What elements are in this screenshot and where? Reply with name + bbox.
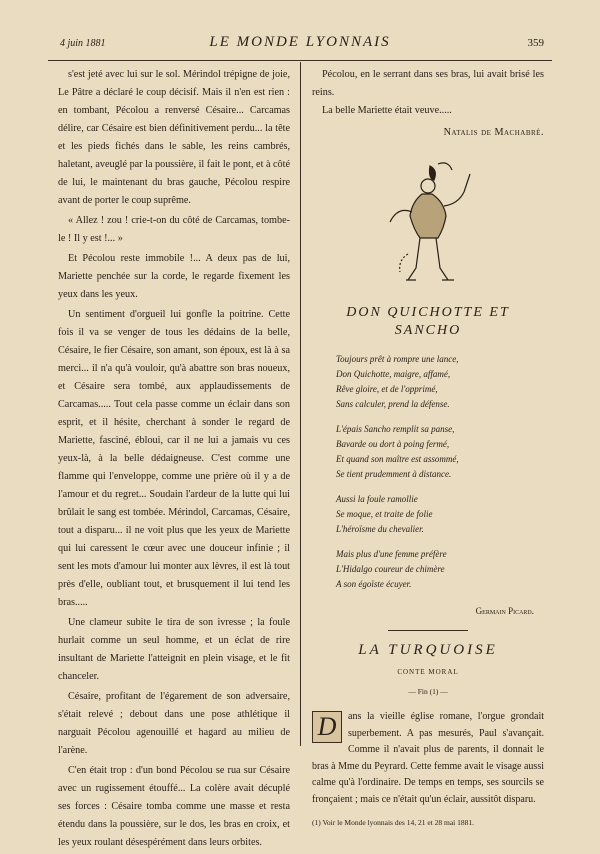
- page-header: [48, 34, 552, 54]
- stanza: [336, 492, 544, 537]
- header-date: 4 juin 1881: [60, 38, 106, 49]
- paragraph: Un sentiment d'orgueil lui gonfle la poitrine. Cette fois il va se venger de tous les dédains de la belle, Césaire, le fier Césaire, son amant, son époux, est là à sa merci... il n'a qu'à vouloir, qu'à abattre son bras noueux, et Césaire sera tombé, aux applaudissements de Carcamas..... Tout cela passe comme un éclair dans son esprit, et il hésite, cherchant à sonder le regard de Mariette, fasciné, ébloui, car il ne lui a jamais vu ces yeux-là, à la belle dédaigneuse. C'est comme une flamme qui l'enveloppe, comme une prière où il y a de l'amour et du regret... Soudain l'ardeur de la lutte qui lui brûlait le sang est tombée. Mérindol, Carcamas, Césaire, tout a disparu... il ne voit plus que les yeux de Mariette qui lui caressent le cœur avec une douceur infinie ; il sent les mots d'amour lui monter aux lèvres, il est là tout près d'elle, oubliant tout, et brusquement il lui tend les bras.....: [58, 309, 290, 608]
- verse-line: A son égoïste écuyer.: [336, 579, 412, 589]
- don-quixote-illustration: [368, 158, 488, 298]
- verse-line: Sans calculer, prend la défense.: [336, 399, 450, 409]
- column-divider: [300, 62, 301, 746]
- header-title: LE MONDE LYONNAIS: [209, 34, 391, 50]
- author-signature: Natalis de Machabré.: [443, 127, 544, 138]
- left-column: [58, 66, 290, 854]
- poem-signature: Germain Picard.: [475, 606, 534, 616]
- story-text: ans la vieille église romane, l'orgue grondait superbement. A pas mesurés, Paul s'avançait. Comme il n'avait plus de parents, il donnait le bras à Mme du Peyrard. Cette femme avait le visage aussi calme qu'à l'ordinaire. De temps en temps, ses sourcils se fronçaient ; mais ce n'était qu'un éclair, aussitôt disparu.: [312, 711, 544, 805]
- verse-line: Mais plus d'une femme préfère: [336, 549, 447, 559]
- verse-line: Se moque, et traite de folie: [336, 509, 433, 519]
- header-rule: [48, 60, 552, 61]
- knight-figure-icon: [368, 158, 488, 298]
- verse-line: L'héroïsme du chevalier.: [336, 524, 424, 534]
- stanza: [336, 352, 544, 412]
- verse-line: L'épais Sancho remplit sa panse,: [336, 424, 455, 434]
- verse-line: L'Hidalgo coureur de chimère: [336, 564, 445, 574]
- sonnet: [336, 352, 544, 592]
- stanza: [336, 547, 544, 592]
- paragraph: Césaire, profitant de l'égarement de son adversaire, s'était relevé ; debout dans une pose athlétique il narguait Pécolou agenouillé et hagard au milieu de l'arène.: [58, 691, 290, 756]
- footnote: (1) Voir le Monde lyonnais des 14, 21 et 28 mai 1881.: [312, 818, 474, 827]
- paragraph: Pécolou, en le serrant dans ses bras, lui avait brisé les reins.: [312, 69, 544, 98]
- paragraph: C'en était trop : d'un bond Pécolou se rua sur Césaire avec un rugissement étouffé... La colère avait décuplé ses forces : Césaire tomba comme une masse et resta étendu dans la poussière, sur le dos, les bras en croix, et les yeux roulant désespérément dans leurs orbites.: [58, 765, 290, 848]
- right-column: [312, 66, 544, 832]
- story-title: LA TURQUOISE: [358, 642, 498, 658]
- poem-title: DON QUICHOTTE ET SANCHO: [346, 305, 510, 338]
- story-subtitle: CONTE MORAL: [397, 668, 459, 676]
- paragraph: Et Pécolou reste immobile !... A deux pas de lui, Mariette penchée sur la corde, le regarde fixement les yeux dans les yeux.: [58, 253, 290, 300]
- story-body: [312, 709, 544, 808]
- paragraph: « Allez ! zou ! crie-t-on du côté de Carcamas, tombe-le ! Il y est !... »: [58, 215, 290, 244]
- section-divider: [388, 630, 468, 631]
- paragraph: s'est jeté avec lui sur le sol. Mérindol trépigne de joie, Le Pâtre a déclaré le coup décisif. Mais il n'en est rien : en tombant, Pécolou a renversé Césaire... Carcamas délire, car Césaire est bien définitivement perdu... la tête et les pieds fichés dans le sable, les reins cambrés, haletant, aveuglé par la poussière, il fait le pont, et à côté de lui, le maintenant du bras gauche, Pécolou respire avant de porter le coup suprême.: [58, 69, 290, 206]
- stanza: [336, 422, 544, 482]
- page-number: 359: [527, 37, 544, 49]
- drop-cap: D: [312, 711, 342, 743]
- story-ending: [312, 66, 544, 120]
- verse-line: Rêve gloire, et de l'opprimé,: [336, 384, 438, 394]
- verse-line: Se tient prudemment à distance.: [336, 469, 452, 479]
- verse-line: Toujours prêt à rompre une lance,: [336, 354, 459, 364]
- paragraph: Une clameur subite le tira de son ivresse ; la foule hurlait comme un seul homme, et un éclat de rire insultant de Mariette l'atteignit en plein visage, et le fit chanceler.: [58, 617, 290, 682]
- verse-line: Bavarde ou dort à poing fermé,: [336, 439, 450, 449]
- story-part: — Fin (1) —: [408, 687, 448, 696]
- verse-line: Et quand son maître est assommé,: [336, 454, 459, 464]
- verse-line: Aussi la foule ramollie: [336, 494, 418, 504]
- paragraph: La belle Mariette était veuve.....: [322, 105, 452, 116]
- verse-line: Don Quichotte, maigre, affamé,: [336, 369, 451, 379]
